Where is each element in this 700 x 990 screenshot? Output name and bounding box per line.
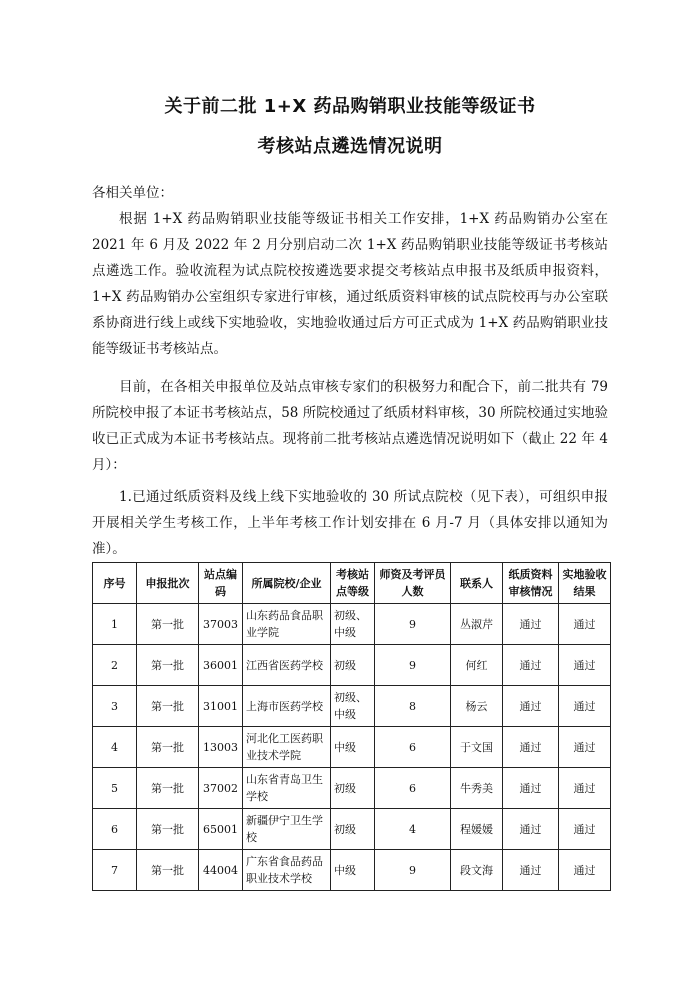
cell-onsite-result: 通过 bbox=[559, 768, 611, 809]
cell-institution: 河北化工医药职业技术学院 bbox=[243, 727, 331, 768]
cell-level: 初级、中级 bbox=[331, 604, 375, 645]
cell-paper-review: 通过 bbox=[503, 645, 559, 686]
cell-paper-review: 通过 bbox=[503, 809, 559, 850]
cell-onsite-result: 通过 bbox=[559, 727, 611, 768]
cell-contact: 程媛媛 bbox=[451, 809, 503, 850]
cell-staff-count: 4 bbox=[375, 809, 451, 850]
cell-contact: 牛秀美 bbox=[451, 768, 503, 809]
cell-batch: 第一批 bbox=[137, 850, 199, 891]
header-paper-review: 纸质资料审核情况 bbox=[503, 563, 559, 604]
cell-site-code: 65001 bbox=[199, 809, 243, 850]
cell-batch: 第一批 bbox=[137, 645, 199, 686]
cell-site-code: 44004 bbox=[199, 850, 243, 891]
cell-paper-review: 通过 bbox=[503, 727, 559, 768]
table-header-row bbox=[93, 563, 611, 604]
cell-staff-count: 9 bbox=[375, 850, 451, 891]
cell-onsite-result: 通过 bbox=[559, 686, 611, 727]
cell-paper-review: 通过 bbox=[503, 604, 559, 645]
table-row bbox=[93, 686, 611, 727]
paragraph-1: 根据 1+X 药品购销职业技能等级证书相关工作安排，1+X 药品购销办公室在 2021 年 6 月及 2022 年 2 月分别启动二次 1+X 药品购销职业技能等级证书考核站点遴选工作。验收流程为试点院校按遴选要求提交考核站点申报书及纸质申报资料，1+X 药品购销办公室组织专家进行审核，通过纸质资料审核的试点院校再与办公室联系协商进行线上或线下实地验收，实地验收通过后方可正式成为 1+X 药品购销职业技能等级证书考核站点。 bbox=[92, 211, 608, 357]
cell-onsite-result: 通过 bbox=[559, 604, 611, 645]
cell-index: 5 bbox=[93, 768, 137, 809]
cell-contact: 丛淑芹 bbox=[451, 604, 503, 645]
cell-level: 初级 bbox=[331, 645, 375, 686]
cell-site-code: 36001 bbox=[199, 645, 243, 686]
header-contact: 联系人 bbox=[451, 563, 503, 604]
cell-index: 4 bbox=[93, 727, 137, 768]
header-batch: 申报批次 bbox=[137, 563, 199, 604]
cell-level: 初级、中级 bbox=[331, 686, 375, 727]
cell-site-code: 37002 bbox=[199, 768, 243, 809]
cell-onsite-result: 通过 bbox=[559, 850, 611, 891]
header-level: 考核站点等级 bbox=[331, 563, 375, 604]
cell-institution: 山东省青岛卫生学校 bbox=[243, 768, 331, 809]
cell-site-code: 13003 bbox=[199, 727, 243, 768]
cell-contact: 杨云 bbox=[451, 686, 503, 727]
cell-onsite-result: 通过 bbox=[559, 809, 611, 850]
header-index: 序号 bbox=[93, 563, 137, 604]
cell-index: 2 bbox=[93, 645, 137, 686]
cell-batch: 第一批 bbox=[137, 809, 199, 850]
cell-staff-count: 6 bbox=[375, 727, 451, 768]
cell-index: 3 bbox=[93, 686, 137, 727]
cell-contact: 于文国 bbox=[451, 727, 503, 768]
cell-level: 中级 bbox=[331, 850, 375, 891]
document-title-line1: 关于前二批 1+X 药品购销职业技能等级证书 bbox=[164, 96, 536, 117]
cell-site-code: 37003 bbox=[199, 604, 243, 645]
cell-institution: 山东药品食品职业学院 bbox=[243, 604, 331, 645]
cell-batch: 第一批 bbox=[137, 686, 199, 727]
cell-index: 7 bbox=[93, 850, 137, 891]
cell-paper-review: 通过 bbox=[503, 768, 559, 809]
table-row bbox=[93, 850, 611, 891]
cell-contact: 段文海 bbox=[451, 850, 503, 891]
cell-institution: 广东省食品药品职业技术学校 bbox=[243, 850, 331, 891]
cell-batch: 第一批 bbox=[137, 604, 199, 645]
cell-index: 1 bbox=[93, 604, 137, 645]
header-site-code: 站点编码 bbox=[199, 563, 243, 604]
cell-batch: 第一批 bbox=[137, 727, 199, 768]
cell-staff-count: 8 bbox=[375, 686, 451, 727]
cell-paper-review: 通过 bbox=[503, 686, 559, 727]
table-row bbox=[93, 727, 611, 768]
cell-paper-review: 通过 bbox=[503, 850, 559, 891]
cell-staff-count: 6 bbox=[375, 768, 451, 809]
sites-table bbox=[92, 562, 611, 891]
cell-index: 6 bbox=[93, 809, 137, 850]
table-row bbox=[93, 645, 611, 686]
cell-institution: 江西省医药学校 bbox=[243, 645, 331, 686]
cell-onsite-result: 通过 bbox=[559, 645, 611, 686]
header-institution: 所属院校/企业 bbox=[243, 563, 331, 604]
table-row bbox=[93, 604, 611, 645]
cell-institution: 上海市医药学校 bbox=[243, 686, 331, 727]
cell-level: 初级 bbox=[331, 809, 375, 850]
cell-batch: 第一批 bbox=[137, 768, 199, 809]
cell-institution: 新疆伊宁卫生学校 bbox=[243, 809, 331, 850]
cell-contact: 何红 bbox=[451, 645, 503, 686]
table-row bbox=[93, 809, 611, 850]
paragraph-3: 1.已通过纸质资料及线上线下实地验收的 30 所试点院校（见下表），可组织申报开展相关学生考核工作，上半年考核工作计划安排在 6 月-7 月（具体安排以通知为准）。 bbox=[92, 489, 608, 557]
cell-site-code: 31001 bbox=[199, 686, 243, 727]
table-row bbox=[93, 768, 611, 809]
cell-level: 中级 bbox=[331, 727, 375, 768]
cell-level: 初级 bbox=[331, 768, 375, 809]
document-title-line2: 考核站点遴选情况说明 bbox=[257, 136, 443, 157]
cell-staff-count: 9 bbox=[375, 645, 451, 686]
header-onsite-result: 实地验收结果 bbox=[559, 563, 611, 604]
header-staff-count: 师资及考评员人数 bbox=[375, 563, 451, 604]
cell-staff-count: 9 bbox=[375, 604, 451, 645]
salutation: 各相关单位： bbox=[92, 185, 173, 201]
paragraph-2: 目前，在各相关申报单位及站点审核专家们的积极努力和配合下，前二批共有 79 所院校申报了本证书考核站点，58 所院校通过了纸质材料审核，30 所院校通过实地验收已正式成为本证书考核站点。现将前二批考核站点遴选情况说明如下（截止 22 年 4 月）： bbox=[92, 379, 608, 473]
